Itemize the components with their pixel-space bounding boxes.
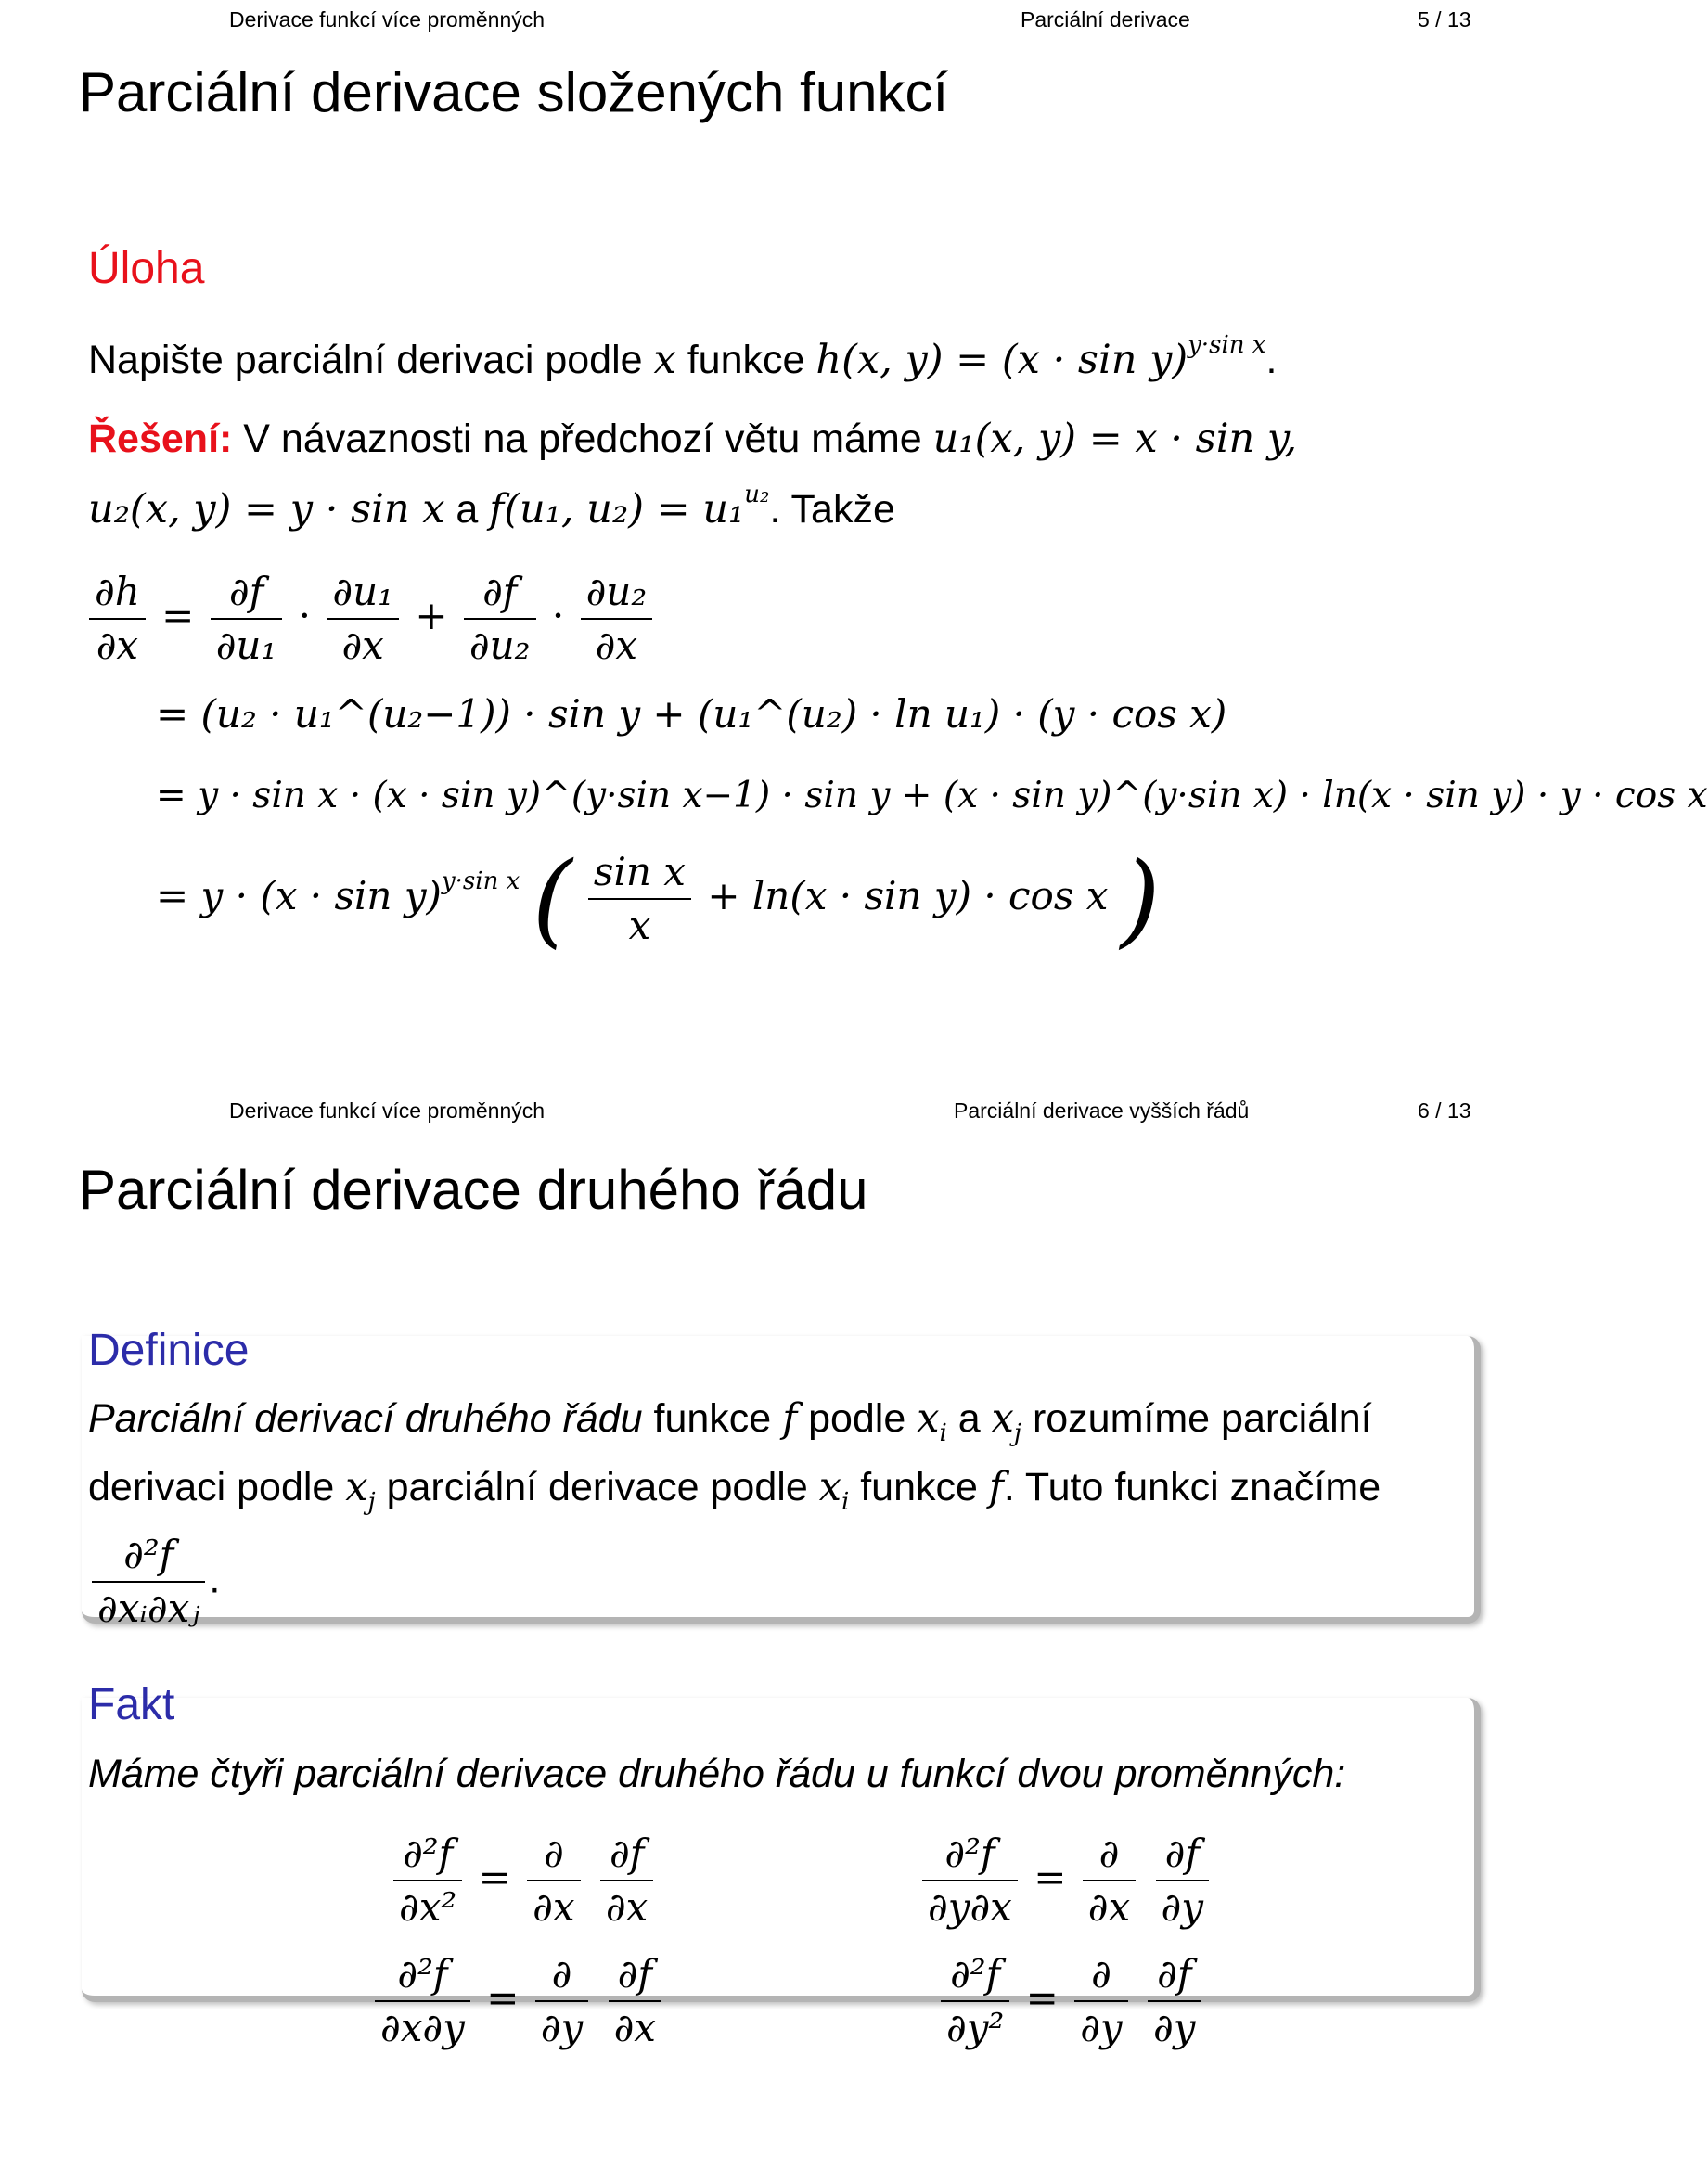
task-function: h(x, y) = (x · sin y) (815, 337, 1188, 383)
fraction-sinx-x: $\frac{\text{sin x}}{x}$ (588, 846, 691, 952)
definition-end: . (209, 1557, 221, 1602)
formula-dxx: $\frac{\text{∂²f}}{\text{∂x²}}$ = $\frac{\partial}{\partial x}$ $\frac{\partial f}{\partial x}$ (390, 1828, 657, 1933)
definition-text-1: funkce (653, 1396, 772, 1441)
definition-xi-2: x (818, 1464, 841, 1510)
task-heading: Úloha (88, 244, 205, 293)
solution-text-1: V návaznosti na předchozí větu máme (243, 417, 922, 461)
header-page-number: 6 / 13 (1418, 1098, 1471, 1123)
header-section-title: Derivace funkcí více proměnných (229, 1098, 546, 1123)
task-text (88, 317, 1508, 388)
task-function-exponent: y·sin x (1188, 331, 1266, 359)
definition-xi-sub-2: i (841, 1488, 850, 1516)
definition-term: Parciální derivací druhého řádu (88, 1396, 643, 1441)
definition-xj-sub: j (1013, 1419, 1021, 1447)
solution-and: a (456, 487, 479, 532)
solution-f-exponent: u₂ (744, 481, 770, 508)
solution-f: f(u₁, u₂) = u₁ (489, 486, 745, 533)
task-text-mid: funkce (687, 338, 805, 382)
equation-line-1: $\frac{\partial h}{\partial x}$ = $\frac{\partial f}{\text{∂u₁}}$ · $\frac{\text{∂u₁}}{\partial x}$ + $\frac{\partial f}{\text{∂u₂}}$ · $\frac{\text{∂u₂}}{\partial x}$ (85, 566, 656, 672)
definition-xi: x (917, 1395, 940, 1442)
slide-6 (0, 1095, 1535, 2170)
fraction-df-du2: $\frac{\partial f}{\text{∂u₂}}$ (464, 566, 536, 672)
definition-text-3: rozumíme parciální derivaci podle (88, 1396, 1372, 1509)
definition-text-4: parciální derivace podle (386, 1465, 808, 1509)
line4-suffix: + ln(x · sin y) · cos x (707, 873, 1109, 918)
formula-dyy: $\frac{\text{∂²f}}{\text{∂y²}}$ = $\frac{\partial}{\partial y}$ $\frac{\partial f}{\partial y}$ (937, 1948, 1204, 2054)
definition-text (88, 1392, 1470, 1635)
right-paren: ) (1120, 840, 1161, 958)
fraction-dh-dx: $\frac{\partial h}{\partial x}$ (89, 566, 146, 672)
header-page-number: 5 / 13 (1418, 7, 1471, 32)
fraction-df-du1: $\frac{\partial f}{\text{∂u₁}}$ (211, 566, 283, 672)
definition-xj: x (991, 1395, 1014, 1442)
equation-line-3: = y · sin x · (x · sin y)^(y·sin x−1) · sin y + (x · sin y)^(y·sin x) · ln(x · sin y) · y · cos x (156, 775, 1708, 816)
fraction-du1-dx: $\frac{\text{∂u₁}}{\partial x}$ (327, 566, 399, 672)
task-var: x (653, 337, 676, 383)
formula-dxy: $\frac{\text{∂²f}}{\partial x\partial y}$ = $\frac{\partial}{\partial y}$ $\frac{\partial f}{\partial x}$ (371, 1948, 665, 2054)
solution-u1: u₁(x, y) = x · sin y, (932, 416, 1298, 462)
line4-exponent: y·sin x (441, 867, 520, 895)
definition-text-5: funkce (860, 1465, 978, 1509)
frame-title: Parciální derivace druhého řádu (79, 1159, 868, 1221)
line4-prefix: = y · (x · sin y) (156, 873, 442, 918)
definition-xj-sub-2: j (367, 1488, 376, 1516)
solution-u2: u₂(x, y) = y · sin x (88, 486, 445, 533)
definition-xi-sub: i (939, 1419, 947, 1447)
left-paren: ( (532, 840, 572, 958)
header-subsection-title: Parciální derivace (1021, 7, 1190, 32)
definition-and: a (957, 1396, 981, 1441)
equation-line-4 (156, 840, 1161, 958)
definition-heading: Definice (88, 1326, 250, 1375)
definition-notation-fraction: $\frac{\text{∂²f}}{\text{∂xᵢ∂xⱼ}}$ (92, 1529, 205, 1635)
header-subsection-title: Parciální derivace vyšších řádů (954, 1098, 1250, 1123)
task-end: . (1265, 338, 1278, 382)
fact-block (82, 1698, 1481, 2002)
definition-f-2: f (988, 1464, 1004, 1510)
definition-xj-2: x (345, 1464, 368, 1510)
header-section-title: Derivace funkcí více proměnných (229, 7, 546, 32)
equation-line-2: = (u₂ · u₁^(u₂−1)) · sin y + (u₁^(u₂) · ln u₁) · (y · cos x) (156, 691, 1227, 737)
solution-text (88, 411, 1508, 537)
definition-text-6: . Tuto funkci značíme (1003, 1465, 1381, 1509)
fact-heading: Fakt (88, 1680, 175, 1729)
definition-text-2: podle (808, 1396, 906, 1441)
solution-so: . Takže (769, 487, 895, 532)
fact-text: Máme čtyři parciální derivace druhého řádu u funkcí dvou proměnných: (88, 1752, 1346, 1796)
fraction-du2-dx: $\frac{\text{∂u₂}}{\partial x}$ (581, 566, 653, 672)
solution-label: Řešení: (88, 417, 233, 461)
formula-dyx: $\frac{\text{∂²f}}{\partial y\partial x}$ = $\frac{\partial}{\partial x}$ $\frac{\partial f}{\partial y}$ (918, 1828, 1213, 1933)
definition-f: f (782, 1395, 798, 1442)
frame-title: Parciální derivace složených funkcí (79, 61, 949, 123)
task-text-prefix: Napište parciální derivaci podle (88, 338, 643, 382)
